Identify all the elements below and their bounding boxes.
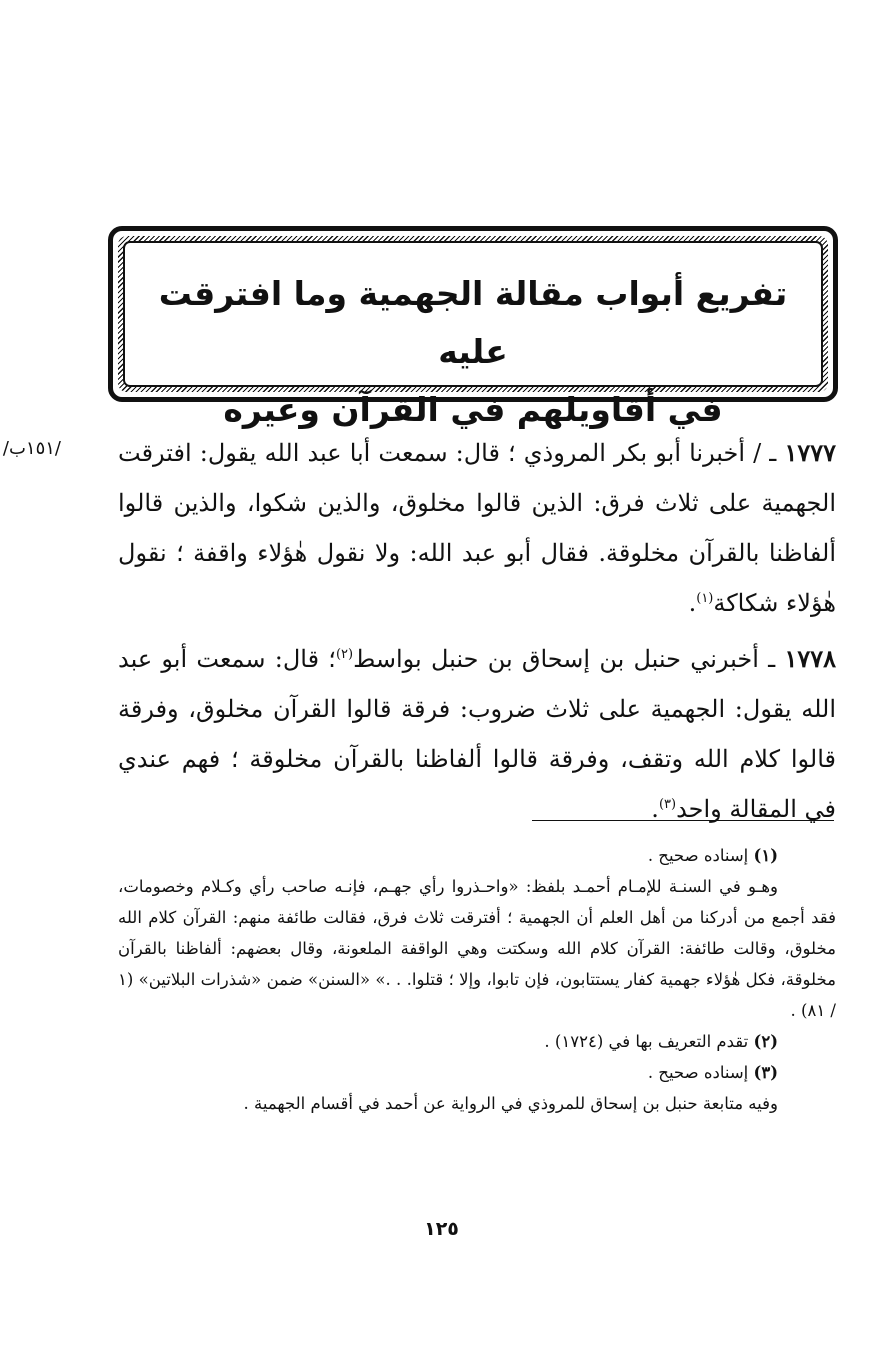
footnote-number: (١) [753,846,778,865]
hadith-text: ـ / أخبرنا أبو بكر المروذي ؛ قال: سمعت أبا عبد الله يقول: افترقت الجهمية على ثلاث فرق: الذين قالوا مخلوق، والذين شكوا، والذين قالوا ألفاظنا بالقرآن مخلوقة. فقال أبو عبد الله: ولا نقول هٰؤلاء واقفة ؛ نقول هٰؤلاء شكاكة [118,439,836,617]
footnote-ref: (٢) [335,647,354,662]
chapter-title-frame [108,226,838,429]
footnote-1 [118,840,836,871]
footnote-3 [118,1057,836,1088]
page-number: ١٢٥ [424,1218,459,1240]
footnote-text: إسناده صحيح . [647,846,749,865]
footnote-2 [118,1026,836,1057]
hadith-text-end: . [688,589,697,617]
footnote-text: تقدم التعريف بها في (١٧٢٤) . [544,1032,749,1051]
title-frame-hatch [118,236,828,429]
hadith-number: ١٧٧٧ [784,438,836,467]
footnote-1-continuation: وهـو في السنـة للإمـام أحمـد بلفظ: «واحـذروا رأي جهـم، فإنـه صاحب رأي وكـلام وخصومات، فقد أجمع من أدركنا من أهل العلم أن الجهمية ؛ أفترقت ثلاث فرق، فقالت طائفة منهم: القرآن كلام الله مخلوق، وقالت طائفة: القرآن كلام الله وسكتت وهي الواقفة الملعونة، وقال بعضهم: ألفاظنا بالقرآن مخلوقة، فكل هٰؤلاء جهمية كفار يستتابون، فإن تابوا، وإلا ؛ قتلوا. . .» «السنن» ضمن «شذرات البلاتين» (١ / ٨١) . [118,877,836,1020]
chapter-title-line-1: تفريع أبواب مقالة الجهمية وما افترقت عليه [158,274,788,371]
chapter-title-line-2: في أقاويلهم في القرآن وغيره [223,390,723,429]
hadith-text: ؛ قال: سمعت أبو عبد الله يقول: الجهمية على ثلاث ضروب: فرقة قالوا القرآن مخلوق، وفرقة قالوا كلام الله وتقف، وفرقة قالوا ألفاظنا بالقرآن مخلوقة ؛ فهم عندي في المقالة واحد [118,645,836,823]
footnote-ref: (٣) [658,797,677,812]
footnote-ref: (١) [696,591,714,606]
hadith-number: ١٧٧٨ [784,644,836,673]
hadith-text: ـ أخبرني حنبل بن إسحاق بن حنبل بواسط [353,645,776,673]
chapter-title [123,241,823,429]
hadith-paragraph [118,634,836,834]
footnote-3-continuation: وفيه متابعة حنبل بن إسحاق للمروذي في الرواية عن أحمد في أقسام الجهمية . [243,1094,778,1113]
footnotes [118,840,836,1119]
hadith-text-end: . [651,795,659,823]
footnote-separator [532,820,834,821]
footnote-number: (٣) [753,1063,778,1082]
hadith-paragraph [118,428,836,628]
footnote-text: إسناده صحيح . [647,1063,749,1082]
manuscript-folio-ref: /١٥١ب/ [2,438,61,459]
footnote-number: (٢) [753,1032,778,1051]
